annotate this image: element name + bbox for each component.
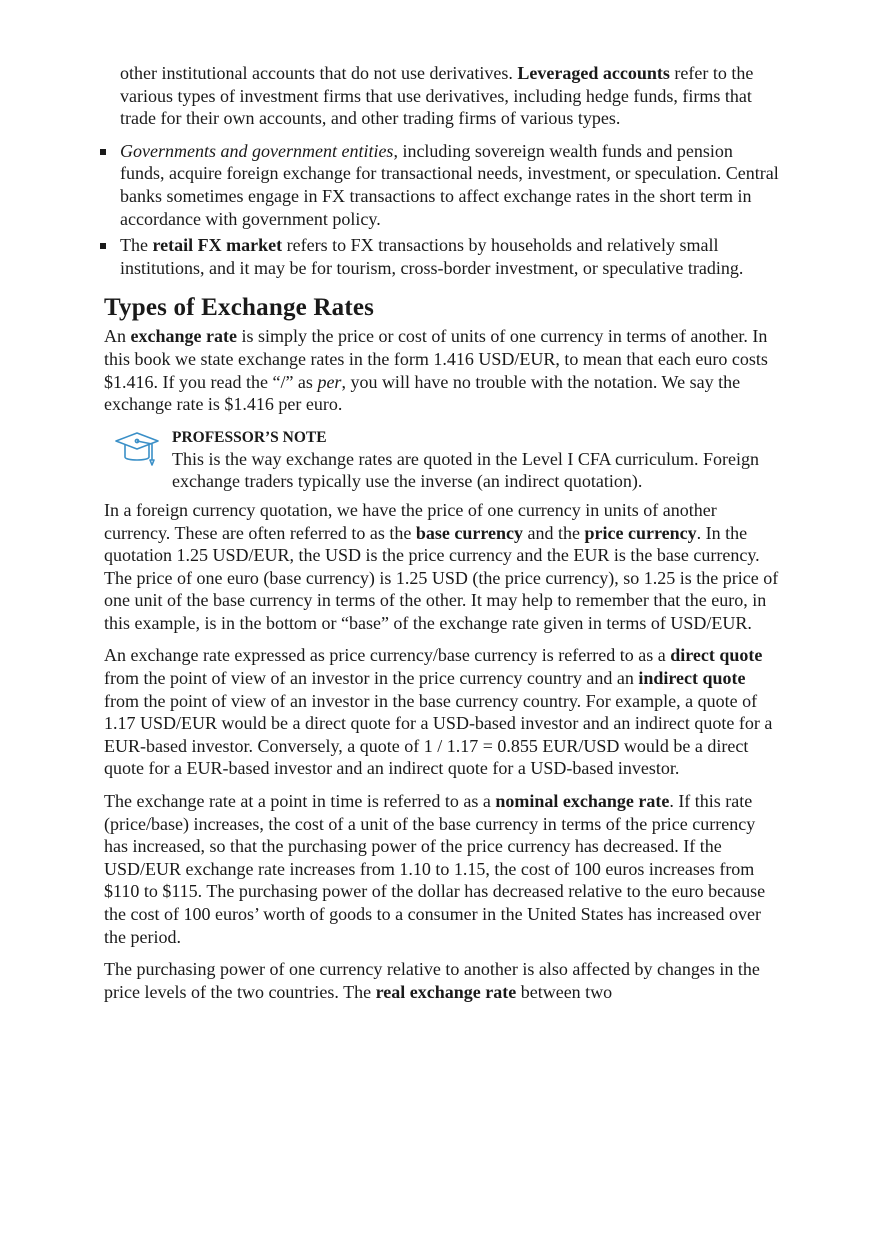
text-run: and the	[522, 522, 585, 543]
note-text: This is the way exchange rates are quoted in the Level I CFA curriculum. Foreign exchange traders typically use the inverse (an indirect quotation).	[172, 448, 759, 492]
graduation-cap-icon	[114, 430, 160, 470]
text-run: is simply the price or cost of units of one currency in terms of another. In this book we state exchange rates in the form 1.416 USD/EUR, to mean that each euro costs $1.416. If you read the “/” as	[104, 326, 768, 392]
text-run: from the point of view of an investor in the price currency country and an	[104, 668, 639, 689]
section-heading: Types of Exchange Rates	[104, 294, 375, 322]
bold-term: price currency	[584, 522, 697, 543]
text-run: between two	[516, 981, 613, 1002]
text-run: . In the quotation 1.25 USD/EUR, the USD is the price currency and the EUR is the base currency. The price of one euro (base currency) is 1.25 USD (the price currency), so 1.25 is the price of one unit of the base currency in terms of the other. It may help to remember that the euro, in this example, is in the bottom or “base” of the exchange rate given in terms of USD/EUR.	[104, 522, 779, 633]
bold-term: Leveraged accounts	[517, 63, 670, 83]
text-run: from the point of view of an investor in the base currency country. For example, a quote of 1.17 USD/EUR would be a direct quote for a USD-based investor and an indirect quote for a EUR-based investor. Conversely, a quote of 1 / 1.17 = 0.855 EUR/USD would be a direct quote for a EUR-based investor and an indirect quote for a USD-based investor.	[104, 690, 773, 779]
text-run: An exchange rate expressed as price currency/base currency is referred to as a	[104, 645, 671, 666]
text-run: The exchange rate at a point in time is referred to as a	[104, 791, 496, 812]
bullet-item-retail-fx	[104, 234, 780, 279]
text-run: refer to the various types of investment firms that use derivatives, including hedge funds, firms that trade for their own accounts, and other trading firms of various types.	[120, 63, 754, 129]
note-title: PROFESSOR’S NOTE	[172, 428, 327, 446]
text-run: other institutional accounts that do not use derivatives.	[120, 63, 518, 83]
bullet-list	[104, 140, 780, 280]
bullet-item-governments	[104, 140, 780, 230]
italic-term: Governments and government entities	[120, 140, 394, 161]
text-run: The	[120, 235, 153, 256]
intro-paragraph	[104, 325, 780, 415]
continuation-paragraph	[120, 62, 780, 130]
bold-term: indirect quote	[638, 668, 746, 689]
bold-term: base currency	[415, 522, 523, 543]
professors-note	[104, 428, 780, 493]
text-run: The purchasing power of one currency relative to another is also affected by changes in the price levels of the two countries. The	[104, 959, 760, 1002]
text-run: An	[104, 326, 131, 347]
bold-term: direct quote	[670, 645, 763, 666]
real-exchange-rate-paragraph	[104, 958, 780, 1003]
bold-term: retail FX market	[152, 235, 283, 256]
document-page	[104, 62, 780, 1013]
italic-term: per	[317, 371, 342, 392]
bold-term: nominal exchange rate	[495, 791, 670, 812]
text-run: In a foreign currency quotation, we have the price of one currency in units of another currency. These are often referred to as the	[104, 499, 717, 543]
bold-term: real exchange rate	[375, 981, 517, 1002]
text-run: refers to FX transactions by households and relatively small institutions, and it may be for tourism, cross-border investment, or speculative trading.	[120, 235, 744, 278]
text-run: . If this rate (price/base) increases, the cost of a unit of the base currency in terms of the price currency has increased, so that the purchasing power of the price currency has decreased. If the USD/EUR exchange rate increases from 1.10 to 1.15, the cost of 100 euros increases from $110 to $115. The purchasing power of the dollar has decreased relative to the euro because the cost of 100 euros’ worth of goods to a consumer in the United States has increased over the period.	[104, 791, 766, 947]
direct-indirect-quote-paragraph	[104, 644, 780, 780]
text-run: , you will have no trouble with the notation. We say the exchange rate is $1.416 per euro.	[104, 371, 741, 415]
bold-term: exchange rate	[130, 326, 237, 347]
base-price-currency-paragraph	[104, 499, 780, 635]
text-run: , including sovereign wealth funds and pension funds, acquire foreign exchange for transactional needs, investment, or speculation. Central banks sometimes engage in FX transactions to affect exchange rates in the short term in accordance with government policy.	[120, 140, 779, 229]
nominal-exchange-rate-paragraph	[104, 790, 780, 948]
